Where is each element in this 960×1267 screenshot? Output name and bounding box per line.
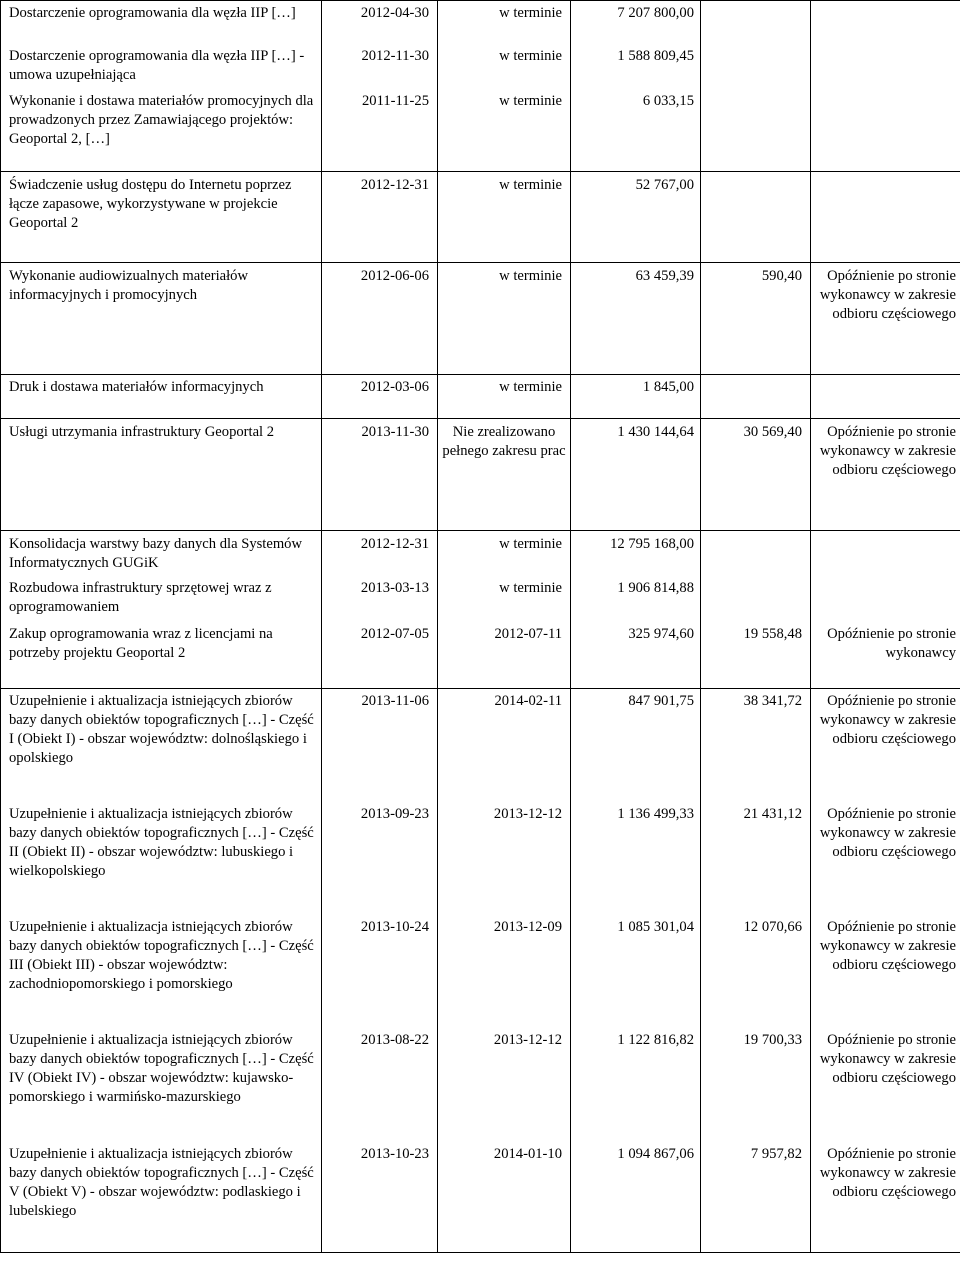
contract-description: Uzupełnienie i aktualizacja istniejących zbiorów bazy danych obiektów topograficznych […] - Część III (Obiekt III) - obszar województw: zachodniopomorskiego i pomorskiego — [9, 918, 314, 992]
penalty-amount — [701, 89, 802, 92]
contract-description-cell — [1, 419, 322, 531]
table-row — [1, 531, 960, 576]
table-row — [1, 263, 960, 375]
contract-description-cell — [1, 531, 322, 576]
table-row — [1, 802, 960, 915]
penalty-amount-cell — [701, 1, 811, 44]
remarks — [819, 375, 956, 378]
completion-status: 2013-12-09 — [493, 918, 562, 935]
completion-status: w terminie — [499, 177, 562, 193]
contract-date: 2012-12-31 — [360, 536, 429, 552]
contract-description: Dostarczenie oprogramowania dla węzła IIP […] - umowa uzupełniająca — [9, 47, 305, 83]
penalty-amount — [701, 531, 802, 535]
completion-status: w terminie — [499, 5, 562, 21]
remarks-cell — [811, 375, 960, 419]
contract-amount-cell — [571, 1, 701, 44]
remarks-cell — [811, 531, 960, 576]
contract-description-cell — [1, 689, 322, 802]
contract-amount: 1 122 816,82 — [617, 1031, 694, 1048]
completion-status-cell — [438, 802, 571, 915]
penalty-amount: 38 341,72 — [743, 693, 802, 709]
contract-description: Zakup oprogramowania wraz z licencjami na potrzeby projektu Geoportal 2 — [9, 625, 273, 661]
remarks: Opóźnienie po stronie wykonawcy w zakresie odbioru częściowego — [819, 268, 956, 322]
contract-amount-cell — [571, 172, 701, 263]
contract-description: Uzupełnienie i aktualizacja istniejących zbiorów bazy danych obiektów topograficznych […] - Część I (Obiekt I) - obszar województw: dolnośląskiego i opolskiego — [9, 693, 314, 766]
penalty-amount-cell — [701, 531, 811, 576]
table-row — [1, 172, 960, 263]
contract-amount-cell — [571, 89, 701, 172]
remarks: Opóźnienie po stronie wykonawcy w zakresie odbioru częściowego — [819, 424, 956, 478]
remarks-cell — [811, 419, 960, 531]
remarks-cell — [811, 89, 960, 172]
contract-description: Konsolidacja warstwy bazy danych dla Systemów Informatycznych GUGiK — [9, 536, 303, 571]
contract-description: Uzupełnienie i aktualizacja istniejących zbiorów bazy danych obiektów topograficznych […] - Część II (Obiekt II) - obszar województw: lubuskiego i wielkopolskiego — [9, 805, 314, 879]
contract-description: Wykonanie audiowizualnych materiałów informacyjnych i promocyjnych — [9, 268, 249, 303]
remarks-cell — [811, 802, 960, 915]
completion-status: w terminie — [499, 47, 562, 64]
remarks — [819, 172, 956, 176]
contract-amount: 1 430 144,64 — [617, 424, 694, 440]
remarks: Opóźnienie po stronie wykonawcy w zakresie odbioru częściowego — [819, 805, 956, 860]
penalty-amount-cell — [701, 1028, 811, 1141]
penalty-amount-cell — [701, 915, 811, 1028]
completion-status: w terminie — [499, 579, 562, 596]
completion-status: 2013-12-12 — [493, 805, 562, 822]
contract-amount-cell — [571, 802, 701, 915]
penalty-amount-cell — [701, 44, 811, 89]
table-row — [1, 689, 960, 802]
contract-description: Rozbudowa infrastruktury sprzętowej wraz z oprogramowaniem — [9, 579, 272, 615]
remarks — [819, 44, 956, 47]
contract-date: 2013-08-22 — [360, 1031, 429, 1048]
penalty-amount — [701, 44, 802, 47]
table-row — [1, 375, 960, 419]
contract-date-cell — [322, 375, 438, 419]
completion-status: 2014-02-11 — [494, 693, 562, 709]
contract-date-cell — [322, 576, 438, 621]
contract-description-cell — [1, 1141, 322, 1253]
contract-amount: 847 901,75 — [628, 693, 694, 709]
contract-date: 2013-11-06 — [361, 693, 429, 709]
penalty-amount: 30 569,40 — [743, 424, 802, 440]
contract-description-cell — [1, 172, 322, 263]
table-row — [1, 1, 960, 44]
completion-status-cell — [438, 621, 571, 689]
remarks-cell — [811, 621, 960, 689]
contract-date: 2012-11-30 — [361, 47, 429, 64]
completion-status: Nie zrealizowano pełnego zakresu prac — [442, 424, 566, 459]
contract-amount: 63 459,39 — [635, 268, 694, 284]
contract-amount: 1 136 499,33 — [617, 805, 694, 822]
completion-status-cell — [438, 915, 571, 1028]
contract-date-cell — [322, 802, 438, 915]
completion-status-cell — [438, 1028, 571, 1141]
completion-status: w terminie — [499, 379, 562, 395]
contract-amount: 7 207 800,00 — [617, 5, 694, 21]
contract-amount-cell — [571, 576, 701, 621]
completion-status-cell — [438, 375, 571, 419]
penalty-amount-cell — [701, 1141, 811, 1253]
penalty-amount-cell — [701, 89, 811, 172]
penalty-amount: 21 431,12 — [743, 805, 802, 822]
contract-date-cell — [322, 1, 438, 44]
contract-amount: 1 906 814,88 — [617, 579, 694, 596]
contract-amount-cell — [571, 375, 701, 419]
completion-status: 2012-07-11 — [494, 625, 562, 642]
completion-status-cell — [438, 44, 571, 89]
contract-date-cell — [322, 915, 438, 1028]
contract-description-cell — [1, 263, 322, 375]
remarks — [819, 531, 956, 535]
contract-description: Dostarczenie oprogramowania dla węzła IIP […] — [9, 5, 296, 21]
remarks-cell — [811, 576, 960, 621]
contract-amount-cell — [571, 531, 701, 576]
contract-description-cell — [1, 915, 322, 1028]
remarks: Opóźnienie po stronie wykonawcy w zakresie odbioru częściowego — [819, 1031, 956, 1086]
contract-amount-cell — [571, 915, 701, 1028]
contract-date-cell — [322, 689, 438, 802]
contract-description: Świadczenie usług dostępu do Internetu poprzez łącze zapasowe, wykorzystywane w projekcie Geoportal 2 — [9, 177, 292, 231]
contract-description-cell — [1, 375, 322, 419]
contract-amount-cell — [571, 1141, 701, 1253]
table-row — [1, 1141, 960, 1253]
contract-amount-cell — [571, 621, 701, 689]
contract-date-cell — [322, 419, 438, 531]
completion-status: w terminie — [499, 268, 562, 284]
penalty-amount: 19 700,33 — [743, 1031, 802, 1048]
table-row — [1, 419, 960, 531]
penalty-amount-cell — [701, 621, 811, 689]
completion-status-cell — [438, 689, 571, 802]
completion-status-cell — [438, 263, 571, 375]
remarks-cell — [811, 44, 960, 89]
contract-description: Druk i dostawa materiałów informacyjnych — [9, 379, 264, 395]
contract-description: Uzupełnienie i aktualizacja istniejących zbiorów bazy danych obiektów topograficznych […] - Część IV (Obiekt IV) - obszar województw: kujawsko-pomorskiego i warmińsko-mazurskiego — [9, 1031, 314, 1105]
contract-date: 2012-04-30 — [360, 5, 429, 21]
contract-description: Uzupełnienie i aktualizacja istniejących zbiorów bazy danych obiektów topograficznych […] - Część V (Obiekt V) - obszar województw: podlaskiego i lubelskiego — [9, 1145, 314, 1219]
remarks-cell — [811, 1, 960, 44]
penalty-amount — [701, 375, 802, 378]
remarks-cell — [811, 915, 960, 1028]
contract-description-cell — [1, 1, 322, 44]
remarks — [819, 1, 956, 4]
remarks — [819, 576, 956, 579]
penalty-amount — [701, 1, 802, 4]
contract-date: 2012-06-06 — [360, 268, 429, 284]
completion-status: w terminie — [499, 536, 562, 552]
penalty-amount: 12 070,66 — [743, 918, 802, 935]
penalty-amount-cell — [701, 802, 811, 915]
contract-amount-cell — [571, 263, 701, 375]
contract-date: 2012-03-06 — [360, 379, 429, 395]
contract-description-cell — [1, 1028, 322, 1141]
table-row — [1, 576, 960, 621]
contract-amount-cell — [571, 44, 701, 89]
completion-status: 2013-12-12 — [493, 1031, 562, 1048]
remarks — [819, 89, 956, 92]
penalty-amount — [701, 172, 802, 176]
completion-status-cell — [438, 172, 571, 263]
contract-date-cell — [322, 531, 438, 576]
contract-amount-cell — [571, 419, 701, 531]
contract-date: 2013-03-13 — [360, 579, 429, 596]
contract-date-cell — [322, 172, 438, 263]
contract-description-cell — [1, 44, 322, 89]
contract-date: 2013-10-23 — [360, 1145, 429, 1162]
contract-description-cell — [1, 802, 322, 915]
contract-description-cell — [1, 621, 322, 689]
completion-status-cell — [438, 419, 571, 531]
remarks: Opóźnienie po stronie wykonawcy w zakresie odbioru częściowego — [819, 1145, 956, 1200]
completion-status-cell — [438, 576, 571, 621]
table-row — [1, 621, 960, 689]
table-row — [1, 44, 960, 89]
contract-description-cell — [1, 576, 322, 621]
contract-date-cell — [322, 89, 438, 172]
remarks-cell — [811, 1141, 960, 1253]
remarks-cell — [811, 1028, 960, 1141]
contract-date-cell — [322, 621, 438, 689]
penalty-amount-cell — [701, 419, 811, 531]
penalty-amount: 7 957,82 — [750, 1145, 802, 1162]
contract-amount-cell — [571, 689, 701, 802]
completion-status-cell — [438, 89, 571, 172]
remarks-cell — [811, 689, 960, 802]
penalty-amount: 19 558,48 — [743, 625, 802, 642]
completion-status-cell — [438, 531, 571, 576]
contract-date: 2013-10-24 — [360, 918, 429, 935]
completion-status: 2014-01-10 — [493, 1145, 562, 1162]
remarks: Opóźnienie po stronie wykonawcy w zakresie odbioru częściowego — [819, 693, 956, 747]
completion-status: w terminie — [499, 92, 562, 109]
penalty-amount-cell — [701, 172, 811, 263]
contract-date-cell — [322, 263, 438, 375]
penalty-amount-cell — [701, 263, 811, 375]
contract-amount: 1 085 301,04 — [617, 918, 694, 935]
contract-description: Wykonanie i dostawa materiałów promocyjnych dla prowadzonych przez Zamawiającego projektów: Geoportal 2, […] — [9, 92, 314, 147]
remarks: Opóźnienie po stronie wykonawcy w zakresie odbioru częściowego — [819, 918, 956, 973]
contract-date: 2012-07-05 — [360, 625, 429, 642]
contract-date-cell — [322, 1028, 438, 1141]
remarks-cell — [811, 172, 960, 263]
penalty-amount-cell — [701, 576, 811, 621]
contract-date: 2013-09-23 — [360, 805, 429, 822]
contract-amount: 6 033,15 — [642, 92, 694, 109]
penalty-amount — [701, 576, 802, 579]
remarks: Opóźnienie po stronie wykonawcy — [827, 625, 956, 661]
table-row — [1, 1028, 960, 1141]
table-row — [1, 89, 960, 172]
completion-status-cell — [438, 1141, 571, 1253]
contract-amount: 325 974,60 — [628, 625, 694, 642]
contract-amount: 1 094 867,06 — [617, 1145, 694, 1162]
penalty-amount-cell — [701, 689, 811, 802]
contract-amount: 52 767,00 — [635, 177, 694, 193]
completion-status-cell — [438, 1, 571, 44]
contract-description: Usługi utrzymania infrastruktury Geoportal 2 — [9, 424, 275, 440]
contract-amount: 1 845,00 — [642, 379, 694, 395]
contract-amount: 12 795 168,00 — [610, 536, 694, 552]
contract-date: 2012-12-31 — [360, 177, 429, 193]
contract-date: 2011-11-25 — [361, 92, 429, 109]
contract-amount-cell — [571, 1028, 701, 1141]
penalty-amount: 590,40 — [761, 268, 802, 284]
contract-date-cell — [322, 1141, 438, 1253]
contract-amount: 1 588 809,45 — [617, 47, 694, 64]
penalty-amount-cell — [701, 375, 811, 419]
table-row — [1, 915, 960, 1028]
contract-date: 2013-11-30 — [361, 424, 429, 440]
remarks-cell — [811, 263, 960, 375]
contract-date-cell — [322, 44, 438, 89]
contract-description-cell — [1, 89, 322, 172]
